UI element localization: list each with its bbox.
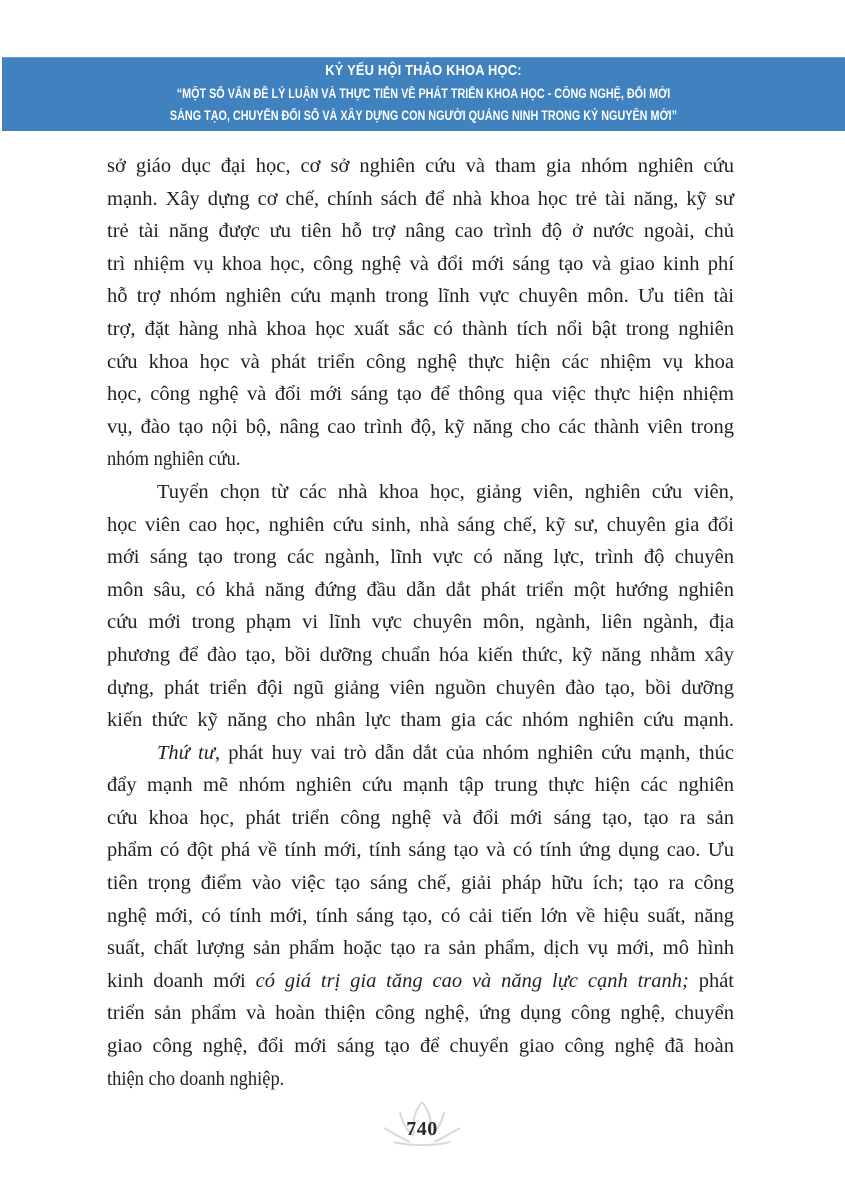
text-line-content bbox=[107, 769, 734, 802]
body-text bbox=[107, 150, 734, 1095]
text-line bbox=[107, 802, 734, 835]
text-line bbox=[107, 280, 734, 313]
text-line bbox=[107, 867, 734, 900]
text-run: học viên cao học, nghiên cứu sinh, nhà sáng chế, kỹ sư, chuyên gia đổi bbox=[107, 513, 734, 536]
text-run: cứu mới trong phạm vi lĩnh vực chuyên môn, ngành, liên ngành, địa bbox=[107, 611, 734, 634]
text-line bbox=[107, 900, 734, 933]
text-line-content bbox=[107, 346, 734, 379]
text-line bbox=[107, 672, 734, 705]
paragraph bbox=[107, 150, 734, 476]
text-line bbox=[107, 411, 734, 444]
text-line bbox=[107, 183, 734, 216]
text-run: kinh doanh mới bbox=[107, 969, 256, 992]
text-line bbox=[107, 1030, 734, 1063]
text-line-content bbox=[107, 704, 734, 737]
text-line-content bbox=[107, 965, 734, 998]
text-line-content bbox=[107, 932, 734, 965]
text-line-content bbox=[107, 606, 734, 639]
header-band bbox=[2, 57, 845, 131]
text-line-content bbox=[107, 639, 734, 672]
text-run: suất, chất lượng sản phẩm hoặc tạo ra sản phẩm, dịch vụ mới, mô hình bbox=[107, 937, 734, 960]
text-line bbox=[107, 443, 734, 476]
text-line-content bbox=[107, 509, 734, 542]
text-run: phẩm có đột phá về tính mới, tính sáng tạo và có tính ứng dụng cao. Ưu bbox=[107, 839, 734, 862]
italic-text: Thứ tư, bbox=[157, 741, 221, 764]
text-run: dựng, phát triển đội ngũ giảng viên nguồn chuyên đào tạo, bồi dưỡng bbox=[107, 676, 734, 699]
text-run: triển sản phẩm và hoàn thiện công nghệ, ứng dụng công nghệ, chuyển bbox=[107, 1002, 734, 1025]
text-line bbox=[107, 1063, 734, 1096]
text-line bbox=[107, 834, 734, 867]
conference-subtitle-line-2: SÁNG TẠO, CHUYỂN ĐỔI SỐ VÀ XÂY DỰNG CON NGƯỜI QUẢNG NINH TRONG KỶ NGUYÊN MỚI” bbox=[169, 108, 678, 123]
text-line bbox=[107, 541, 734, 574]
conference-subtitle-line-1: “MỘT SỐ VẤN ĐỀ LÝ LUẬN VÀ THỰC TIỄN VỀ PHÁT TRIỂN KHOA HỌC - CÔNG NGHỆ, ĐỔI MỚI bbox=[176, 86, 671, 101]
text-run: phát bbox=[688, 969, 734, 992]
text-run: phát huy vai trò dẫn dắt của nhóm nghiên cứu mạnh, thúc bbox=[220, 741, 734, 764]
text-run: cứu khoa học và phát triển công nghệ thực hiện các nhiệm vụ khoa bbox=[107, 350, 734, 373]
text-line bbox=[107, 150, 734, 183]
text-line-content bbox=[107, 802, 734, 835]
text-line-content bbox=[107, 183, 734, 216]
text-line-content bbox=[157, 476, 734, 509]
italic-text: có giá trị gia tăng cao và năng lực cạnh tranh; bbox=[255, 969, 689, 992]
paragraph bbox=[107, 737, 734, 1096]
text-run: mới sáng tạo trong các ngành, lĩnh vực có năng lực, trình độ chuyên bbox=[107, 546, 734, 569]
text-run: cứu khoa học, phát triển công nghệ và đổi mới sáng tạo, tạo ra sản bbox=[107, 806, 734, 829]
text-line-content bbox=[107, 672, 734, 705]
text-line bbox=[107, 476, 734, 509]
text-line-content bbox=[107, 248, 734, 281]
text-line-content bbox=[107, 411, 734, 444]
text-line bbox=[107, 215, 734, 248]
text-line bbox=[107, 378, 734, 411]
text-line-content bbox=[107, 378, 734, 411]
text-line bbox=[107, 932, 734, 965]
text-line bbox=[107, 639, 734, 672]
text-line-content bbox=[107, 280, 734, 313]
text-line-content bbox=[107, 867, 734, 900]
text-run: mạnh. Xây dựng cơ chế, chính sách để nhà khoa học trẻ tài năng, kỹ sư bbox=[107, 187, 734, 210]
text-line-content bbox=[107, 900, 734, 933]
text-line bbox=[107, 346, 734, 379]
text-run: đẩy mạnh mẽ nhóm nghiên cứu mạnh tập trung thực hiện các nghiên bbox=[107, 774, 734, 797]
text-line bbox=[107, 769, 734, 802]
text-line-content bbox=[157, 737, 734, 770]
text-run: vụ, đào tạo nội bộ, nâng cao trình độ, kỹ năng cho các thành viên trong bbox=[107, 415, 734, 438]
text-run: giao công nghệ, đổi mới sáng tạo để chuyển giao công nghệ đã hoàn bbox=[107, 1035, 734, 1058]
text-line bbox=[107, 606, 734, 639]
text-line-content bbox=[107, 215, 734, 248]
text-line bbox=[107, 997, 734, 1030]
text-line-content bbox=[107, 1030, 734, 1063]
text-line-content bbox=[107, 443, 240, 476]
text-line bbox=[107, 737, 734, 770]
text-line bbox=[107, 313, 734, 346]
text-line-content bbox=[107, 313, 734, 346]
text-line-content bbox=[107, 997, 734, 1030]
text-line-content bbox=[107, 834, 734, 867]
text-run: sở giáo dục đại học, cơ sở nghiên cứu và tham gia nhóm nghiên cứu bbox=[107, 155, 734, 177]
text-run: Tuyển chọn từ các nhà khoa học, giảng viên, nghiên cứu viên, bbox=[157, 480, 734, 503]
lotus-base bbox=[394, 1142, 450, 1145]
text-run: trợ, đặt hàng nhà khoa học xuất sắc có thành tích nổi bật trong nghiên bbox=[107, 317, 734, 340]
text-run: phương để đào tạo, bồi dưỡng chuẩn hóa kiến thức, kỹ năng nhằm xây bbox=[107, 643, 734, 666]
text-run: môn sâu, có khả năng đứng đầu dẫn dắt phát triển một hướng nghiên bbox=[107, 578, 734, 601]
proceedings-title: KỶ YẾU HỘI THẢO KHOA HỌC: bbox=[325, 62, 522, 79]
text-run: thiện cho doanh nghiệp. bbox=[107, 1067, 285, 1090]
text-run: trẻ tài năng được ưu tiên hỗ trợ nâng cao trình độ ở nước ngoài, chủ bbox=[107, 220, 734, 243]
text-run: hỗ trợ nhóm nghiên cứu mạnh trong lĩnh vực chuyên môn. Ưu tiên tài bbox=[107, 285, 734, 308]
text-line-content bbox=[107, 574, 734, 607]
text-line-content bbox=[107, 150, 734, 183]
text-run: trì nhiệm vụ khoa học, công nghệ và đổi mới sáng tạo và giao kinh phí bbox=[107, 252, 734, 275]
text-run: nhóm nghiên cứu. bbox=[107, 448, 241, 471]
text-line bbox=[107, 574, 734, 607]
text-line bbox=[107, 965, 734, 998]
text-line-content bbox=[107, 541, 734, 574]
text-line-content bbox=[107, 1063, 284, 1096]
text-line bbox=[107, 704, 734, 737]
text-run: tiên trọng điểm vào việc tạo sáng chế, giải pháp hữu ích; tạo ra công bbox=[107, 872, 734, 895]
text-run: kiến thức kỹ năng cho nhân lực tham gia các nhóm nghiên cứu mạnh. bbox=[107, 709, 734, 732]
text-run: nghệ mới, có tính mới, tính sáng tạo, có cải tiến lớn về hiệu suất, năng bbox=[107, 904, 734, 927]
page-number: 740 bbox=[406, 1118, 438, 1140]
text-line bbox=[107, 248, 734, 281]
paragraph bbox=[107, 476, 734, 737]
text-run: học, công nghệ và đổi mới sáng tạo để thông qua việc thực hiện nhiệm bbox=[107, 383, 734, 406]
text-line bbox=[107, 509, 734, 542]
